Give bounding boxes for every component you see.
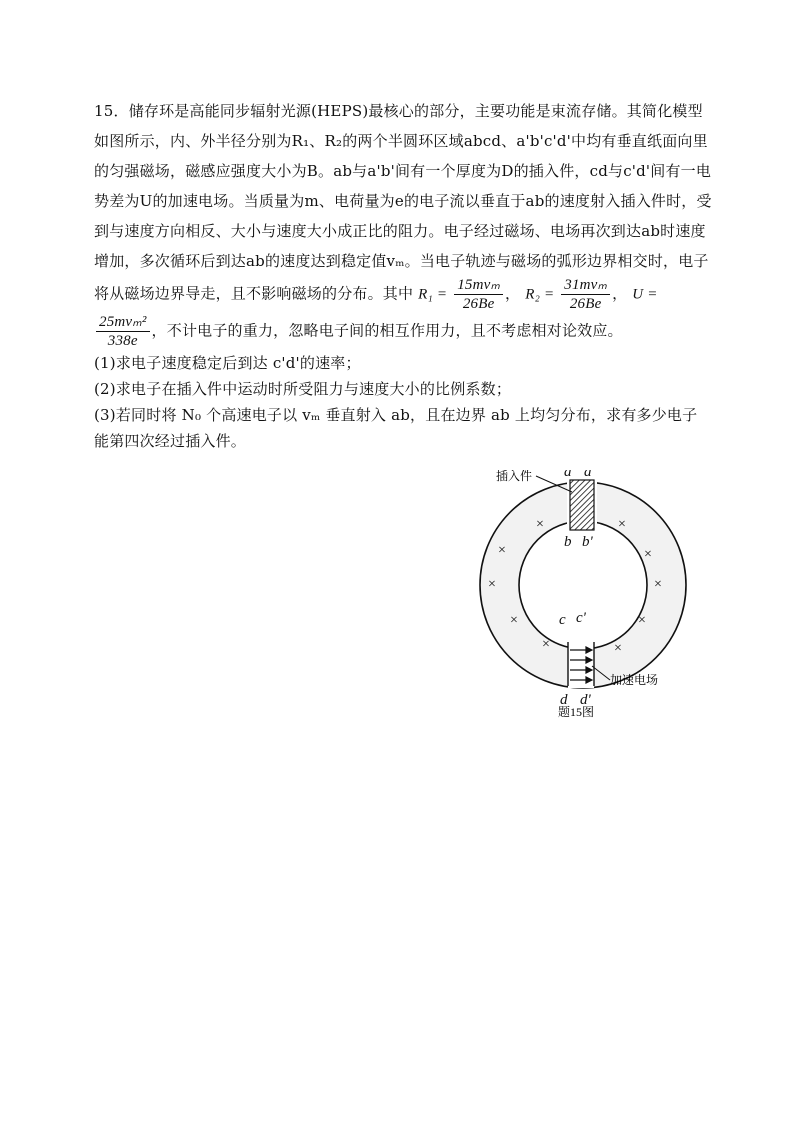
cross-2: ×	[618, 517, 626, 532]
cross-8: ×	[638, 613, 646, 628]
r2-fraction	[561, 276, 610, 313]
question-1: (1)求电子速度稳定后到达 c'd'的速率；	[94, 354, 361, 372]
cross-1: ×	[536, 517, 544, 532]
r2-denominator: 26Be	[569, 296, 602, 312]
r1-denominator: 26Be	[462, 296, 495, 312]
r2-numerator: 31mvₘ	[561, 276, 610, 295]
label-b: b	[564, 534, 572, 550]
field-label: 加速电场	[610, 673, 659, 687]
cross-4: ×	[644, 547, 652, 562]
r1-fraction	[454, 276, 503, 313]
problem-15	[94, 96, 714, 454]
storage-ring-diagram	[470, 470, 700, 720]
u-denominator: 338e	[107, 333, 138, 349]
cross-7: ×	[510, 613, 518, 628]
figure-caption: 题15图	[558, 705, 595, 719]
separator-2: ，	[612, 284, 628, 303]
u-fraction	[96, 313, 150, 350]
question-3: (3)若同时将 N₀ 个高速电子以 vₘ 垂直射入 ab，且在边界 ab 上均匀分布，求有多少电子能第四次经过插入件。	[94, 406, 698, 450]
cross-6: ×	[654, 577, 662, 592]
insert-label: 插入件	[496, 470, 533, 483]
statement-text: 储存环是高能同步辐射光源(HEPS)最核心的部分，主要功能是束流存储。其简化模型如图所示，内、外半径分别为R₁、R₂的两个半圆环区域abcd、a'b'c'd'中均有垂直纸面向里的匀强磁场，磁感应强度大小为B。ab与a'b'间有一个厚度为D的插入件，cd与c'd'间有一电势差为U的加速电场。当质量为m、电荷量为e的电子流以垂直于ab的速度射入插入件时，受到与速度方向相反、大小与速度大小成正比的阻力。电子经过磁场、电场再次到达ab时速度增加，多次循环后到达ab的速度达到稳定值vₘ。当电子轨迹与磁场的弧形边界相交时，电子将从磁场边界导走，且不影响磁场的分布。其中	[94, 102, 712, 303]
figure-15	[470, 470, 700, 720]
label-a-prime: a	[584, 470, 592, 480]
label-d-prime: d'	[580, 692, 591, 708]
separator-1: ，	[505, 284, 521, 303]
label-c-prime: c'	[576, 610, 586, 626]
insert-piece	[570, 480, 594, 530]
cross-9: ×	[542, 637, 550, 652]
cross-5: ×	[488, 577, 496, 592]
label-d: d	[560, 692, 568, 708]
label-a: a	[564, 470, 572, 480]
r2-label: R₂ =	[525, 286, 555, 303]
u-label: U =	[632, 286, 658, 303]
u-numerator: 25mvₘ²	[96, 313, 150, 332]
statement-tail: ，不计电子的重力，忽略电子间的相互作用力，且不考虑相对论效应。	[151, 321, 623, 340]
problem-number: 15．	[94, 102, 129, 120]
cross-3: ×	[498, 543, 506, 558]
label-b-prime: b'	[582, 534, 593, 550]
cross-10: ×	[614, 641, 622, 656]
label-c: c	[559, 612, 566, 628]
r1-numerator: 15mvₘ	[454, 276, 503, 295]
question-2: (2)求电子在插入件中运动时所受阻力与速度大小的比例系数；	[94, 380, 512, 398]
problem-statement	[94, 96, 714, 350]
r1-label: R₁ =	[418, 286, 448, 303]
